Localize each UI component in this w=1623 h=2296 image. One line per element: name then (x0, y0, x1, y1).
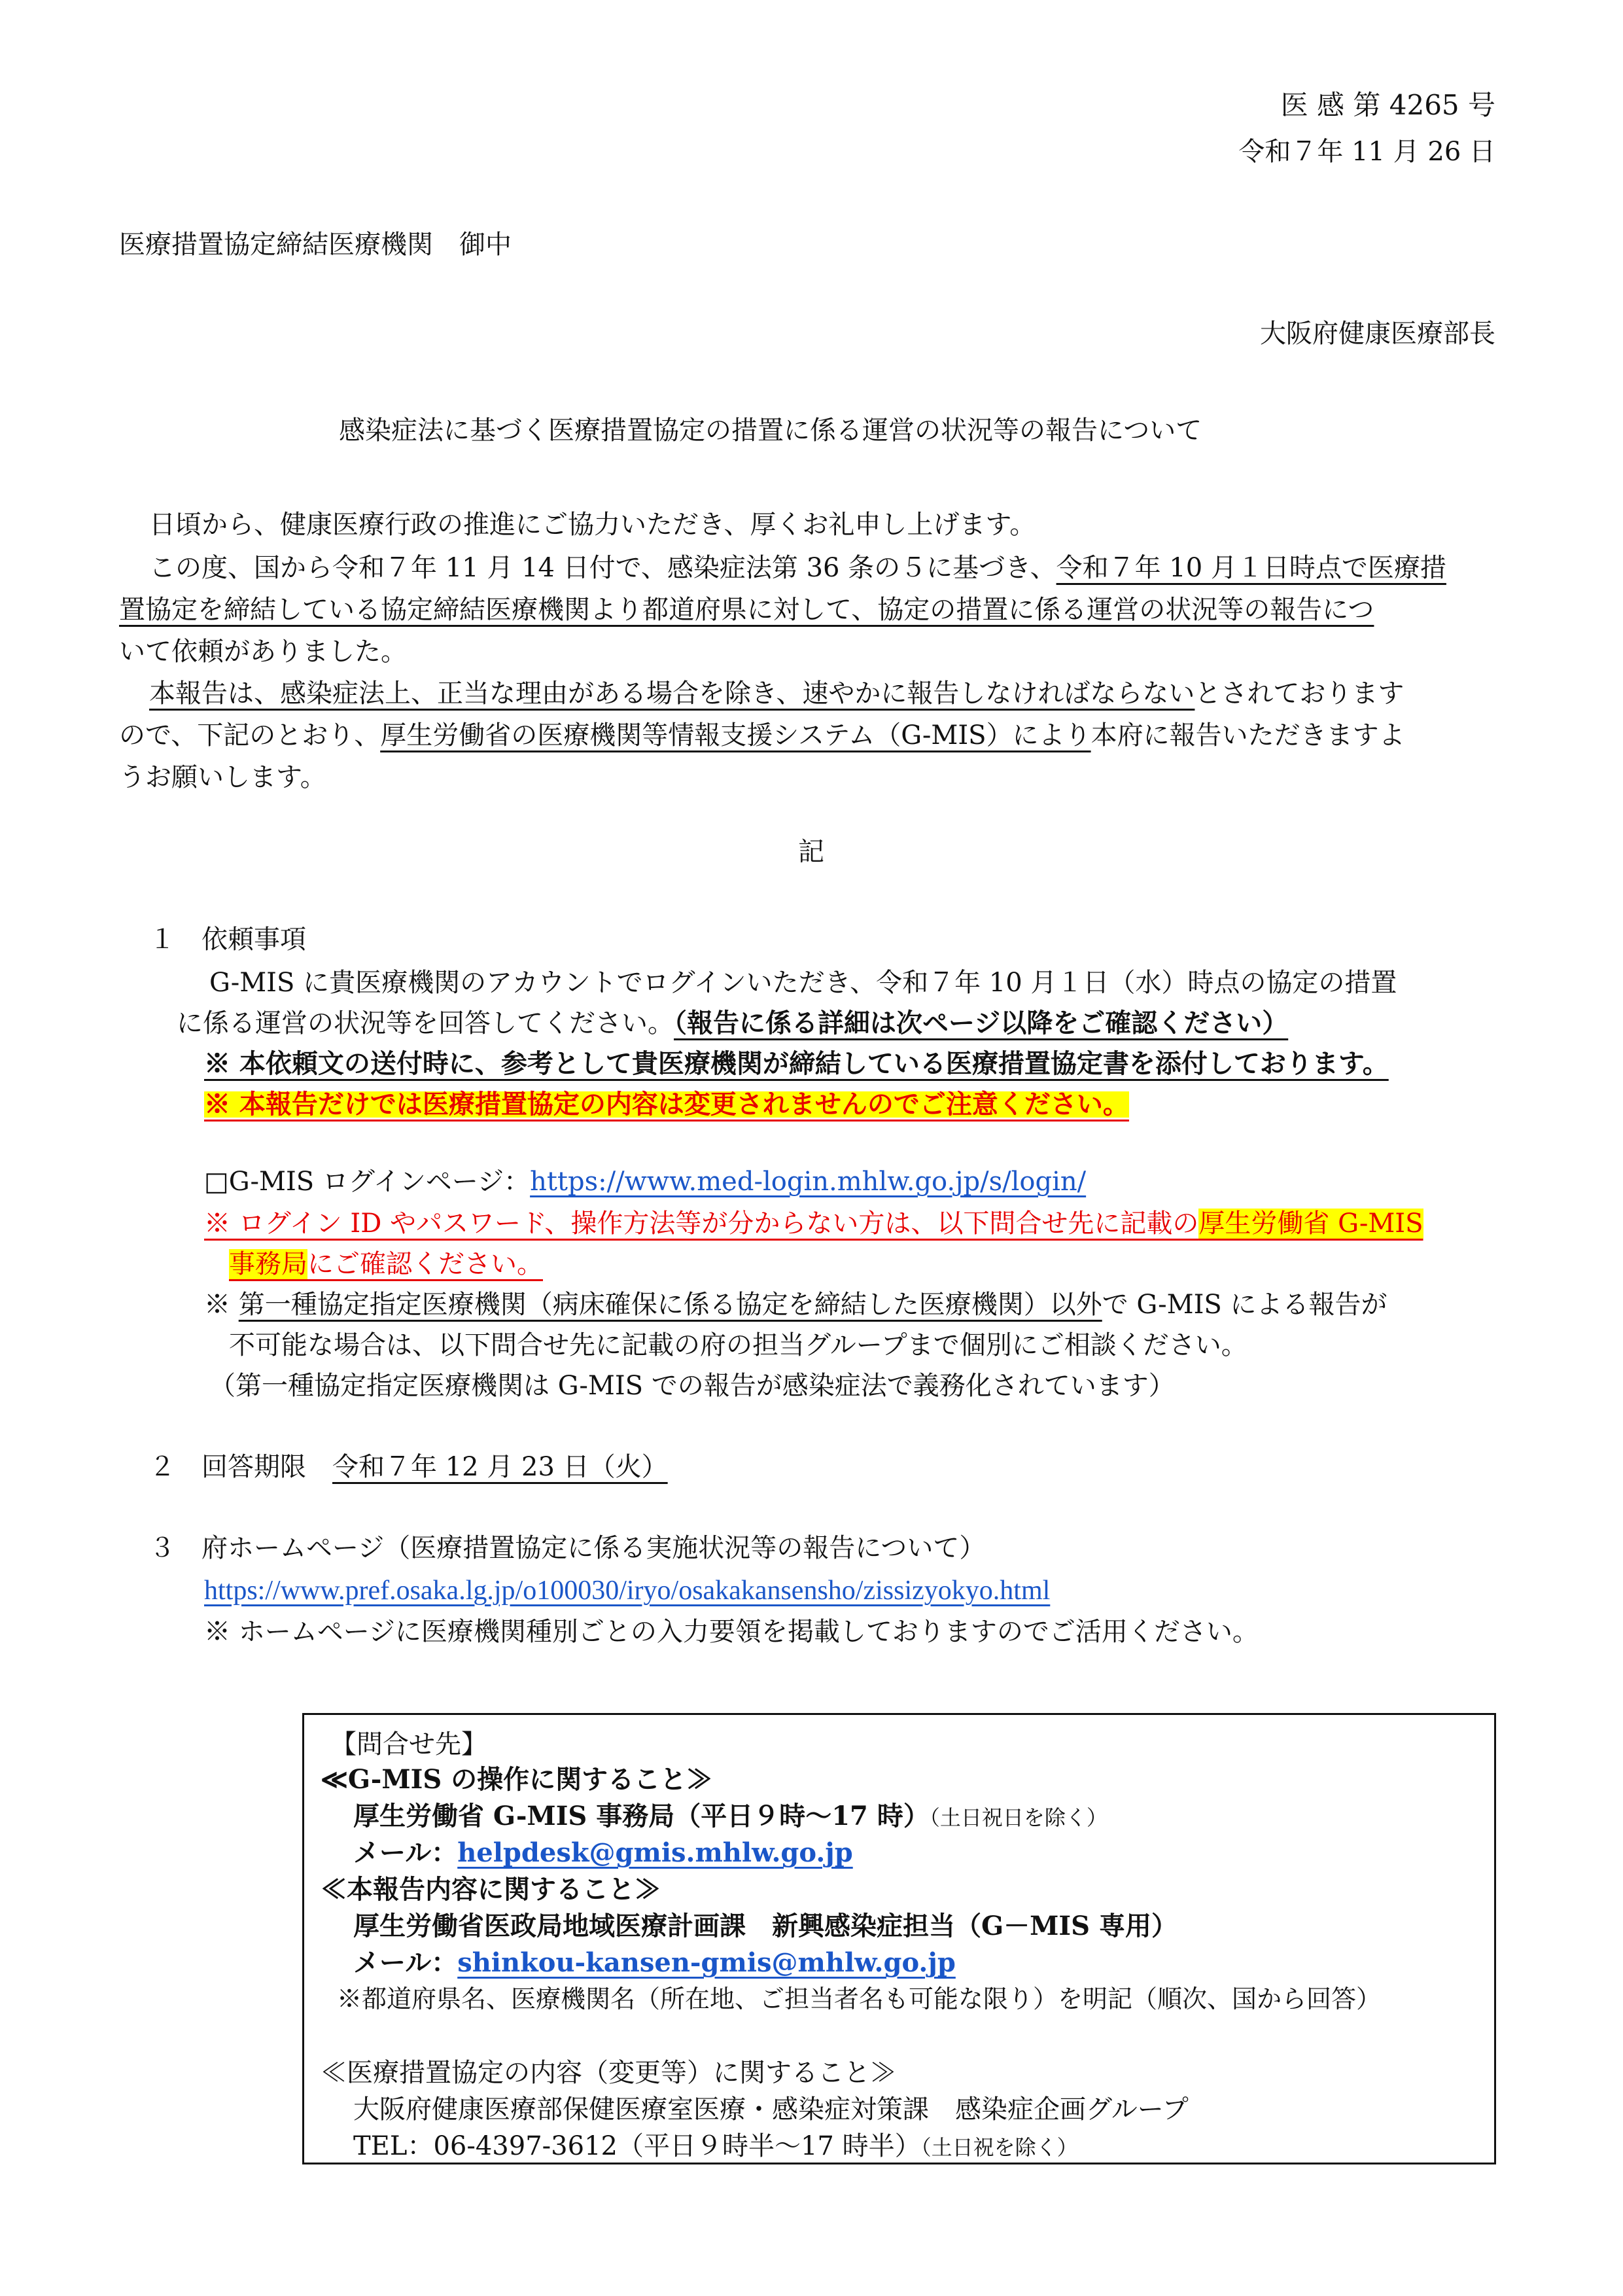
intro-line-2 (149, 555, 1446, 581)
contact-agreement-org: 大阪府健康医療部保健医療室医療・感染症対策課 感染症企画グループ (353, 2094, 1189, 2125)
intro-line-6 (119, 722, 1405, 749)
document-number: 医 感 第 4265 号 (1280, 89, 1495, 121)
gmis-office-highlight-2: 事務局 (229, 1249, 307, 1279)
contact-gmis-title: ≪G-MIS の操作に関すること≫ (321, 1764, 713, 1795)
contact-report-note: ※都道府県名、医療機関名（所在地、ご担当者名も可能な限り）を明記（順次、国から回答） (337, 1985, 1382, 2013)
login-help-note-1a: ※ ログイン ID やパスワード、操作方法等が分からない方は、以下問合せ先に記載の (204, 1209, 1199, 1239)
contact-report-mail-label: メール： (353, 1947, 458, 1978)
addressee: 医療措置協定締結医療機関 御中 (119, 230, 512, 260)
login-page-label: □G-MIS ログインページ： (204, 1167, 531, 1197)
login-page-link[interactable]: https://www.med-login.mhlw.go.jp/s/login/ (530, 1167, 1087, 1197)
intro-line-5b: とされております (1195, 679, 1405, 709)
type1-note-2: 不可能な場合は、以下問合せ先に記載の府の担当グループまで個別にご相談ください。 (229, 1330, 1248, 1360)
login-help-note-2 (229, 1251, 543, 1277)
intro-line-6c: 本府に報告いただきますよ (1091, 720, 1405, 751)
contact-gmis-mail-row (353, 1837, 853, 1868)
prefecture-homepage-link[interactable]: https://www.pref.osaka.lg.jp/o100030/iryo/osakakansensho/zissizyokyo.html (204, 1576, 1051, 1606)
contact-report-org: 厚生労働省医政局地域医療計画課 新興感染症担当（G－MIS 専用） (353, 1911, 1178, 1941)
contact-agreement-tel-note: （土日祝を除く） (920, 2135, 1078, 2160)
intro-line-2b: 令和７年 10 月１日時点で医療措 (1056, 553, 1446, 583)
section-1-body-2 (177, 1010, 1288, 1036)
contact-agreement-tel: TEL：06-4397-3612（平日９時半～17 時半） (353, 2131, 921, 2161)
contact-heading: 【問合せ先】 (330, 1729, 487, 1759)
section-1-body-1: G-MIS に貴医療機関のアカウントでログインいただき、令和７年 10 月１日（水）時点の協定の措置 (209, 968, 1397, 998)
contact-gmis-mail-link[interactable]: helpdesk@gmis.mhlw.go.jp (457, 1837, 853, 1868)
intro-line-1: 日頃から、健康医療行政の推進にご協力いただき、厚くお礼申し上げます。 (149, 510, 1036, 540)
intro-line-4: いて依頼がありました。 (119, 637, 407, 667)
intro-line-2a: この度、国から令和７年 11 月 14 日付で、感染症法第 36 条の５に基づき、 (149, 553, 1056, 583)
contact-report-title: ≪本報告内容に関すること≫ (321, 1874, 661, 1905)
intro-line-6a: ので、下記のとおり、 (119, 720, 381, 751)
contact-report-mail-link[interactable]: shinkou-kansen-gmis@mhlw.go.jp (457, 1947, 956, 1978)
no-change-warning: ※ 本報告だけでは医療措置協定の内容は変更されませんのでご注意ください。 (204, 1089, 1129, 1120)
contact-gmis-org-row (353, 1803, 1108, 1829)
section-2-heading: ２ 回答期限 (149, 1452, 306, 1482)
section-2-row (149, 1454, 668, 1480)
document-title: 感染症法に基づく医療措置協定の措置に係る運営の状況等の報告について (339, 415, 1202, 446)
login-page-row (204, 1169, 1086, 1195)
intro-line-3: 置協定を締結している協定締結医療機関より都道府県に対して、協定の措置に係る運営の状況等の報告につ (119, 595, 1374, 625)
homepage-note: ※ ホームページに医療機関種別ごとの入力要領を掲載しておりますのでご活用ください。 (204, 1617, 1259, 1647)
login-help-note-2b: にご確認ください。 (307, 1249, 543, 1279)
type1-note-3: （第一種協定指定医療機関は G-MIS での報告が感染症法で義務化されています） (209, 1371, 1175, 1401)
type1-note-1 (204, 1292, 1387, 1318)
section-1-body-2a: に係る運営の状況等を回答してください。 (177, 1008, 674, 1038)
contact-gmis-mail-label: メール： (353, 1837, 458, 1868)
login-help-note-1 (204, 1210, 1423, 1237)
intro-line-7: うお願いします。 (119, 762, 326, 792)
gmis-office-highlight: 厚生労働省 G-MIS (1198, 1209, 1423, 1239)
contact-gmis-org-note: （土日祝日を除く） (929, 1805, 1108, 1830)
answer-deadline: 令和７年 12 月 23 日（火） (332, 1452, 668, 1482)
intro-line-5 (149, 680, 1404, 707)
intro-line-6b: 厚生労働省の医療機関等情報支援システム（G-MIS）により (380, 720, 1091, 751)
intro-line-5a: 本報告は、感染症法上、正当な理由がある場合を除き、速やかに報告しなければならない (149, 679, 1195, 709)
document-date: 令和７年 11 月 26 日 (1238, 137, 1495, 167)
contact-gmis-org: 厚生労働省 G-MIS 事務局（平日９時～17 時） (353, 1801, 930, 1831)
section-1-detail-note: （報告に係る詳細は次ページ以降をご確認ください） (674, 1008, 1289, 1038)
sender: 大阪府健康医療部長 (1260, 319, 1495, 349)
section-1-heading: １ 依頼事項 (149, 925, 306, 955)
type1-note-mark: ※ (204, 1290, 239, 1320)
type1-note-underlined: 第一種協定指定医療機関（病床確保に係る協定を締結した医療機関）以外 (238, 1290, 1102, 1320)
type1-note-rest: で G-MIS による報告が (1102, 1290, 1387, 1320)
contact-agreement-tel-row (353, 2133, 1078, 2159)
contact-report-mail-row (353, 1947, 956, 1978)
contact-agreement-title: ≪医療措置協定の内容（変更等）に関すること≫ (321, 2058, 896, 2088)
attachment-note: ※ 本依頼文の送付時に、参考として貴医療機関が締結している医療措置協定書を添付しております。 (204, 1048, 1389, 1079)
section-3-heading: ３ 府ホームページ（医療措置協定に係る実施状況等の報告について） (149, 1533, 986, 1563)
ki-heading: 記 (798, 837, 824, 867)
